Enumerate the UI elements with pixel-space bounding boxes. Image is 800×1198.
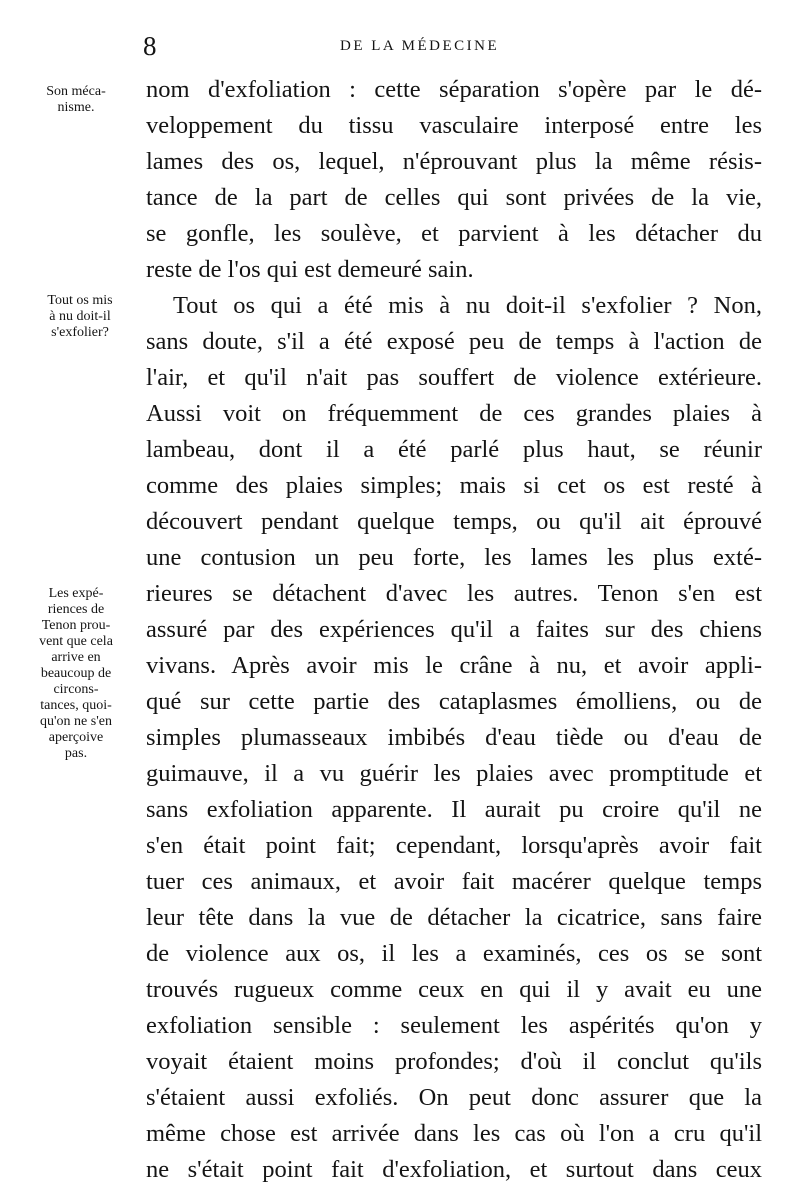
- margin-note-line: pas.: [64, 746, 88, 761]
- margin-note-line: riences de: [47, 602, 105, 617]
- margin-note-line: à nu doit-il: [49, 309, 111, 324]
- body-text-line: Tout os qui a été mis à nu doit-il s'exfolier ? Non,: [173, 292, 762, 319]
- body-text-line: nom d'exfoliation : cette séparation s'opère par le dé-: [146, 76, 762, 103]
- margin-note-line: Les expé-: [48, 586, 104, 601]
- body-text-line: assuré par des expériences qu'il a faites sur des chiens: [146, 616, 762, 643]
- margin-note-line: s'exfolier?: [51, 325, 109, 340]
- margin-note-line: beaucoup de: [40, 666, 112, 681]
- body-text-line: de violence aux os, il les a examinés, ces os se sont: [146, 940, 762, 967]
- body-text-line: leur tête dans la vue de détacher la cicatrice, sans faire: [146, 904, 762, 931]
- body-text-line: Aussi voit on fréquemment de ces grandes plaies à: [146, 400, 762, 427]
- body-text-line: guimauve, il a vu guérir les plaies avec promptitude et: [146, 760, 762, 787]
- margin-note-line: vent que cela: [39, 634, 113, 649]
- body-text-line: simples plumasseaux imbibés d'eau tiède ou d'eau de: [146, 724, 762, 751]
- body-text-line: lambeau, dont il a été parlé plus haut, se réunir: [146, 436, 762, 463]
- body-text-line: voyait étaient moins profondes; d'où il conclut qu'ils: [146, 1048, 762, 1075]
- body-text-line: se gonfle, les soulève, et parvient à les détacher du: [146, 220, 762, 247]
- margin-note-line: tances, quoi-: [40, 698, 112, 713]
- margin-note-line: nisme.: [57, 100, 95, 115]
- body-text-line: lames des os, lequel, n'éprouvant plus la même résis-: [146, 148, 762, 175]
- page-number: 8: [143, 31, 157, 61]
- body-text-line: reste de l'os qui est demeuré sain.: [146, 256, 474, 283]
- body-text-line: rieures se détachent d'avec les autres. Tenon s'en est: [146, 580, 762, 607]
- body-text-line: sans exfoliation apparente. Il aurait pu croire qu'il ne: [146, 796, 762, 823]
- body-text-line: l'air, et qu'il n'ait pas souffert de violence extérieure.: [146, 364, 762, 391]
- margin-note-line: qu'on ne s'en: [40, 714, 112, 729]
- body-text-line: tance de la part de celles qui sont privées de la vie,: [146, 184, 762, 211]
- body-text-line: veloppement du tissu vasculaire interposé entre les: [146, 112, 762, 139]
- margin-note-tenon-experiences: [16, 586, 136, 762]
- running-head: DE LA MÉDECINE: [340, 38, 500, 54]
- body-text-line: vivans. Après avoir mis le crâne à nu, et avoir appli-: [146, 652, 762, 679]
- body-text-line: exfoliation sensible : seulement les aspérités qu'on y: [146, 1012, 762, 1039]
- body-text-line: qué sur cette partie des cataplasmes émolliens, ou de: [146, 688, 762, 715]
- margin-note-line: Tenon prou-: [41, 618, 111, 633]
- body-text-line: même chose est arrivée dans les cas où l'on a cru qu'il: [146, 1120, 762, 1147]
- body-text-line: ne s'était point fait d'exfoliation, et surtout dans ceux: [146, 1156, 762, 1183]
- margin-note-line: arrive en: [51, 650, 101, 665]
- margin-note-line: Son méca-: [46, 84, 106, 99]
- margin-note-exfolier-question: [20, 293, 140, 341]
- body-text-line: une contusion un peu forte, les lames les plus exté-: [146, 544, 762, 571]
- body-text-line: sans doute, s'il a été exposé peu de temps à l'action de: [146, 328, 762, 355]
- margin-note-mecanisme: [16, 84, 136, 116]
- body-text-line: tuer ces animaux, et avoir fait macérer quelque temps: [146, 868, 762, 895]
- body-text-line: s'en était point fait; cependant, lorsqu'après avoir fait: [146, 832, 762, 859]
- margin-note-line: Tout os mis: [47, 293, 113, 308]
- body-text-line: s'étaient aussi exfoliés. On peut donc assurer que la: [146, 1084, 762, 1111]
- margin-note-line: aperçoive: [48, 730, 104, 745]
- body-text-line: trouvés rugueux comme ceux en qui il y avait eu une: [146, 976, 762, 1003]
- body-text-line: comme des plaies simples; mais si cet os est resté à: [146, 472, 762, 499]
- margin-note-line: circons-: [53, 682, 99, 697]
- body-text-line: découvert pendant quelque temps, ou qu'il ait éprouvé: [146, 508, 762, 535]
